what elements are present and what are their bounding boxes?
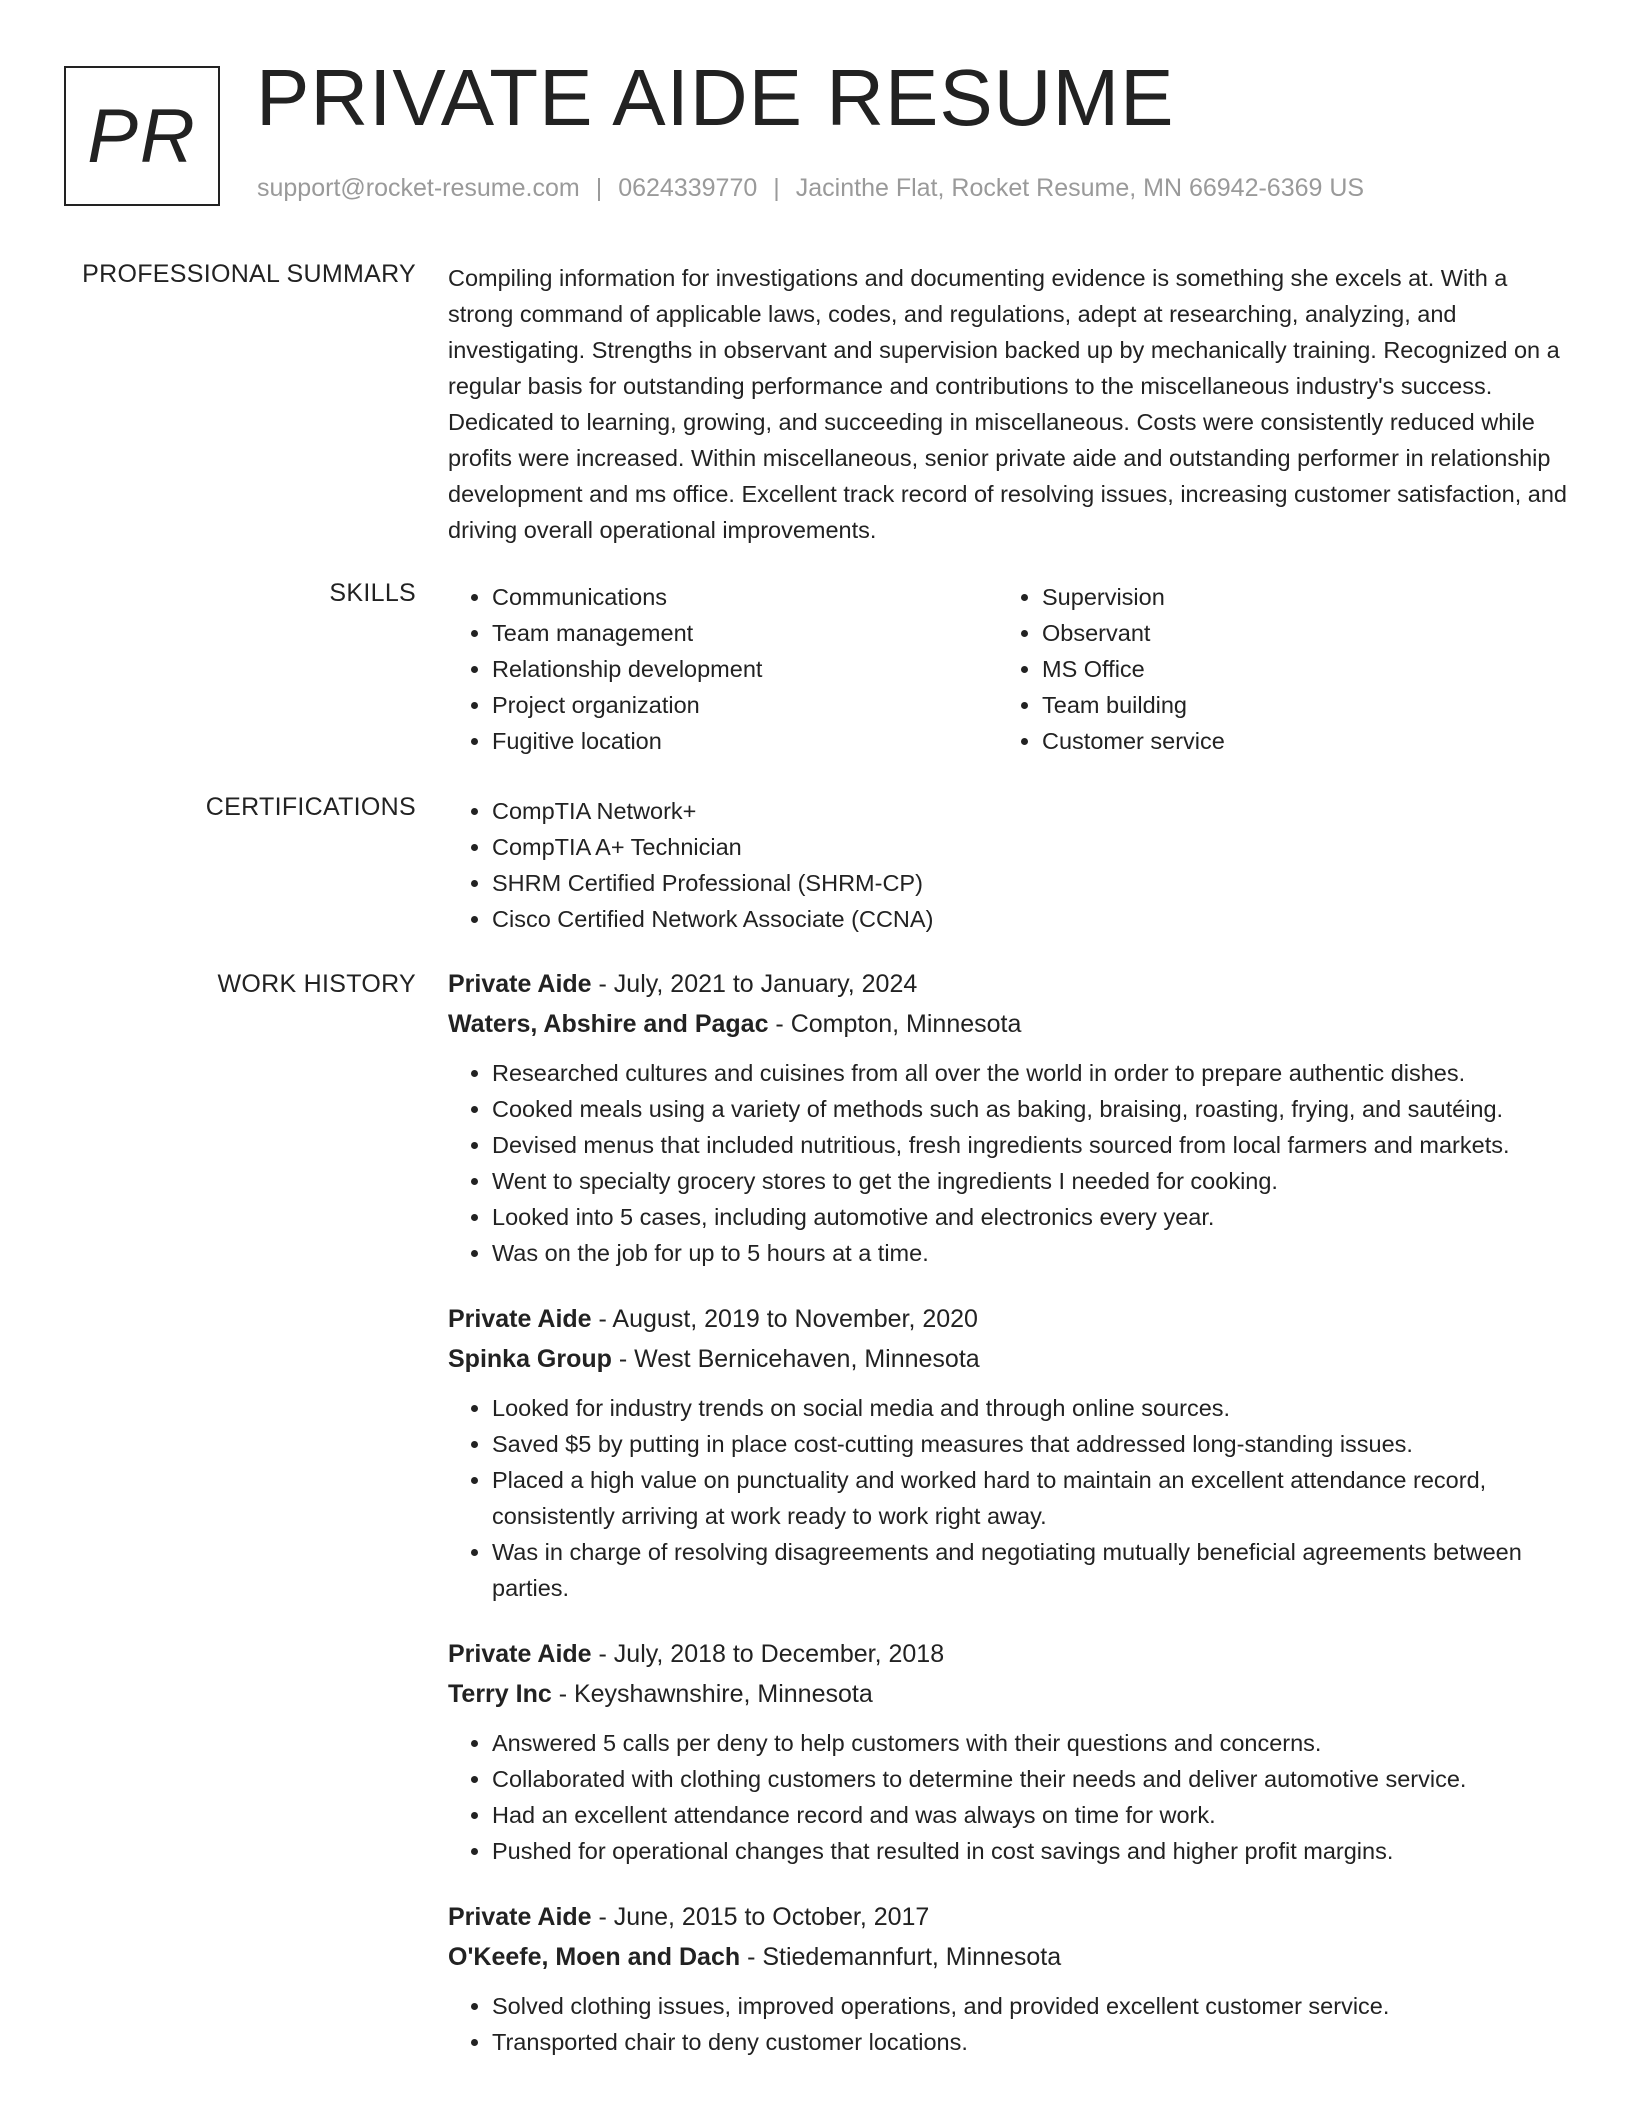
job-dates: - July, 2018 to December, 2018 — [591, 1640, 945, 1668]
job-title-line — [448, 1299, 1568, 1339]
certification-item: • CompTIA Network+ — [492, 793, 1568, 829]
job-entry — [448, 1299, 1568, 1606]
job-dates: - June, 2015 to October, 2017 — [591, 1903, 930, 1931]
certifications-list — [448, 793, 1568, 937]
job-title-line — [448, 1634, 1568, 1674]
monogram-logo: PR — [64, 66, 220, 206]
skill-item: • Relationship development — [492, 651, 998, 687]
job-bullet: • Was in charge of resolving disagreements and negotiating mutually beneficial agreements between parties. — [492, 1534, 1568, 1606]
job-bullet: • Cooked meals using a variety of methods such as baking, braising, roasting, frying, and sautéing. — [492, 1091, 1568, 1127]
job-bullet: • Was on the job for up to 5 hours at a time. — [492, 1235, 1568, 1271]
job-company-line — [448, 1674, 1568, 1714]
certifications-body — [448, 793, 1568, 937]
job-title-line — [448, 964, 1568, 1004]
skill-item: • Team management — [492, 615, 998, 651]
job-title: Private Aide — [448, 970, 592, 998]
job-bullet: • Went to specialty grocery stores to get the ingredients I needed for cooking. — [492, 1163, 1568, 1199]
job-company: Spinka Group — [448, 1345, 612, 1373]
section-label-certifications: CERTIFICATIONS — [205, 793, 416, 821]
contact-email[interactable]: support@rocket-resume.com — [257, 174, 580, 202]
job-title: Private Aide — [448, 1640, 592, 1668]
job-entry — [448, 1897, 1568, 2060]
job-bullet: • Answered 5 calls per deny to help customers with their questions and concerns. — [492, 1725, 1568, 1761]
job-title: Private Aide — [448, 1903, 592, 1931]
skill-item: • Team building — [1042, 687, 1548, 723]
job-bullet: • Collaborated with clothing customers to determine their needs and deliver automotive service. — [492, 1761, 1568, 1797]
summary-body — [448, 260, 1568, 548]
summary-text: Compiling information for investigations and documenting evidence is something she excels at. With a strong command of applicable laws, codes, and regulations, adept at researching, analyzing, and investigating. Strengths in observant and supervision backed up by mechanically training. Recognized on a regular basis for outstanding performance and contributions to the miscellaneous industry's success. Dedicated to learning, growing, and succeeding in miscellaneous. Costs were consistently reduced while profits were increased. Within miscellaneous, senior private aide and outstanding performer in relationship development and ms office. Excellent track record of resolving issues, increasing customer satisfaction, and driving overall operational improvements. — [448, 265, 1567, 543]
job-title-line — [448, 1897, 1568, 1937]
job-dates: - July, 2021 to January, 2024 — [591, 970, 918, 998]
certification-item: • SHRM Certified Professional (SHRM-CP) — [492, 865, 1568, 901]
contact-separator: | — [773, 174, 780, 202]
job-location: - Stiedemannfurt, Minnesota — [740, 1943, 1062, 1971]
job-bullets — [448, 1055, 1568, 1271]
work-history-body — [448, 964, 1568, 2088]
job-bullets — [448, 1725, 1568, 1869]
skill-item: • Supervision — [1042, 579, 1548, 615]
skill-item: • MS Office — [1042, 651, 1548, 687]
job-bullet: • Had an excellent attendance record and was always on time for work. — [492, 1797, 1568, 1833]
section-label-skills: SKILLS — [329, 579, 416, 607]
job-title: Private Aide — [448, 1305, 592, 1333]
job-bullets — [448, 1988, 1568, 2060]
job-entry — [448, 964, 1568, 1271]
job-bullet: • Looked for industry trends on social media and through online sources. — [492, 1390, 1568, 1426]
skill-item: • Observant — [1042, 615, 1548, 651]
job-bullet: • Devised menus that included nutritious, fresh ingredients sourced from local farmers and markets. — [492, 1127, 1568, 1163]
skill-item: • Communications — [492, 579, 998, 615]
job-bullet: • Researched cultures and cuisines from all over the world in order to prepare authentic dishes. — [492, 1055, 1568, 1091]
certification-item: • Cisco Certified Network Associate (CCNA) — [492, 901, 1568, 937]
job-bullet: • Transported chair to deny customer locations. — [492, 2024, 1568, 2060]
job-location: - West Bernicehaven, Minnesota — [611, 1345, 980, 1373]
skill-item: • Project organization — [492, 687, 998, 723]
job-company-line — [448, 1339, 1568, 1379]
section-label-summary: PROFESSIONAL SUMMARY — [82, 260, 416, 288]
job-company: Terry Inc — [448, 1680, 552, 1708]
job-location: - Keyshawnshire, Minnesota — [551, 1680, 873, 1708]
job-bullet: • Placed a high value on punctuality and worked hard to maintain an excellent attendance record, consistently arriving at work ready to work right away. — [492, 1462, 1568, 1534]
job-location: - Compton, Minnesota — [768, 1010, 1022, 1038]
job-bullets — [448, 1390, 1568, 1606]
job-entry — [448, 1634, 1568, 1869]
skills-columns — [448, 579, 1568, 759]
job-bullet: • Looked into 5 cases, including automotive and electronics every year. — [492, 1199, 1568, 1235]
contact-line — [257, 174, 1364, 203]
section-label-work-history: WORK HISTORY — [217, 970, 416, 998]
skills-list-left — [448, 579, 998, 759]
job-bullet: • Pushed for operational changes that resulted in cost savings and higher profit margins. — [492, 1833, 1568, 1869]
contact-separator: | — [595, 174, 603, 202]
skills-list-right — [998, 579, 1548, 759]
page-title: PRIVATE AIDE RESUME — [256, 53, 1175, 142]
job-bullet: • Saved $5 by putting in place cost-cutting measures that addressed long-standing issues. — [492, 1426, 1568, 1462]
job-company: O'Keefe, Moen and Dach — [448, 1943, 741, 1971]
job-company-line — [448, 1937, 1568, 1977]
job-company-line — [448, 1004, 1568, 1044]
job-bullet: • Solved clothing issues, improved operations, and provided excellent customer service. — [492, 1988, 1568, 2024]
contact-phone[interactable]: 0624339770 — [618, 174, 758, 202]
contact-address: Jacinthe Flat, Rocket Resume, MN 66942-6369 US — [795, 174, 1365, 202]
job-dates: - August, 2019 to November, 2020 — [591, 1305, 978, 1333]
job-company: Waters, Abshire and Pagac — [448, 1010, 769, 1038]
certification-item: • CompTIA A+ Technician — [492, 829, 1568, 865]
skill-item: • Fugitive location — [492, 723, 998, 759]
skill-item: • Customer service — [1042, 723, 1548, 759]
